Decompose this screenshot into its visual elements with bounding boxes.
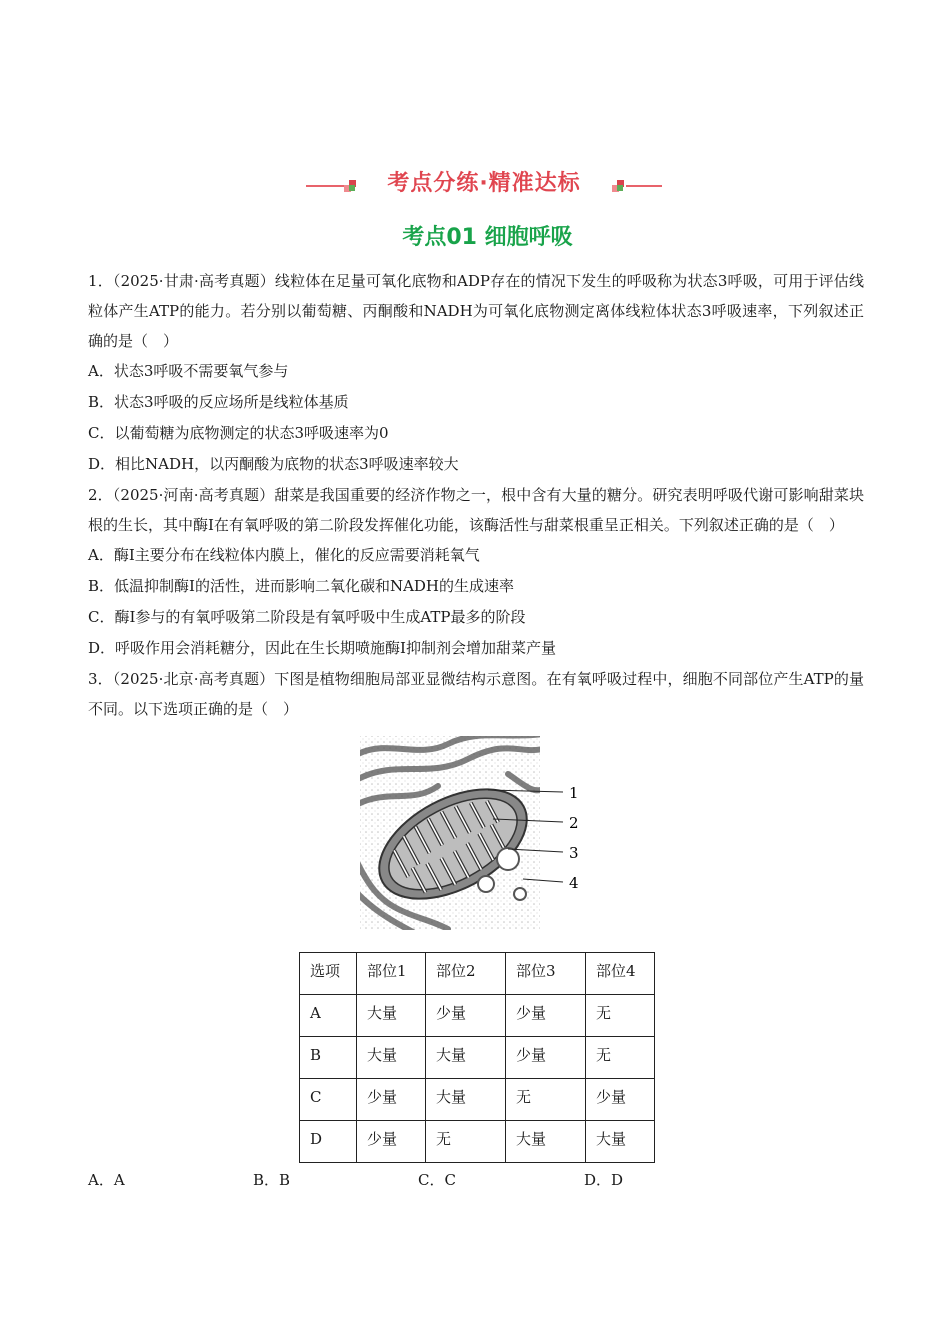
- section-banner: [0, 166, 950, 202]
- question-content: [88, 266, 864, 1195]
- table-cell: 大量: [357, 1037, 426, 1079]
- mitochondrion-figure: [88, 734, 864, 940]
- table-cell: 大量: [426, 1037, 506, 1079]
- q2-option-d: D．呼吸作用会消耗糖分，因此在生长期喷施酶Ⅰ抑制剂会增加甜菜产量: [88, 639, 556, 657]
- table-cell: C: [300, 1079, 357, 1121]
- q3-choices: [88, 1165, 864, 1195]
- figure-label-1: 1: [569, 784, 579, 802]
- table-cell: 少量: [357, 1079, 426, 1121]
- figure-label-2: 2: [569, 814, 579, 832]
- table-header-cell: 选项: [300, 953, 357, 995]
- q2-stem: 2．（2025·河南·高考真题）甜菜是我国重要的经济作物之一，根中含有大量的糖分。研究表明呼吸代谢可影响甜菜块根的生长，其中酶Ⅰ在有氧呼吸的第二阶段发挥催化功能，该酶活性与甜菜根重呈正相关。下列叙述正确的是（ ）: [88, 486, 864, 534]
- q2-option-a: A．酶Ⅰ主要分布在线粒体内膜上，催化的反应需要消耗氧气: [88, 546, 480, 564]
- table-cell: D: [300, 1121, 357, 1163]
- table-cell: 大量: [426, 1079, 506, 1121]
- q3-choice-c: C．C: [418, 1171, 456, 1189]
- q1-option-a: A．状态3呼吸不需要氧气参与: [88, 362, 289, 380]
- table-row: [300, 1037, 655, 1079]
- table-cell: 少量: [506, 1037, 586, 1079]
- q3-choice-a: A．A: [88, 1171, 125, 1189]
- table-cell: 少量: [586, 1079, 655, 1121]
- table-header-cell: 部位2: [426, 953, 506, 995]
- table-row: [300, 1079, 655, 1121]
- banner-title: 考点分练·精准达标: [387, 171, 581, 196]
- table-header-cell: 部位4: [586, 953, 655, 995]
- table-row: [300, 1121, 655, 1163]
- table-cell: 少量: [357, 1121, 426, 1163]
- section-title: 考点01 细胞呼吸: [402, 225, 573, 250]
- q2-option-c: C．酶Ⅰ参与的有氧呼吸第二阶段是有氧呼吸中生成ATP最多的阶段: [88, 608, 526, 626]
- q2-option-b: B．低温抑制酶Ⅰ的活性，进而影响二氧化碳和NADH的生成速率: [88, 577, 515, 595]
- table-cell: 无: [586, 995, 655, 1037]
- table-cell: 无: [506, 1079, 586, 1121]
- table-cell: 无: [426, 1121, 506, 1163]
- table-header-row: [300, 953, 655, 995]
- table-header-cell: 部位1: [357, 953, 426, 995]
- table-cell: 大量: [506, 1121, 586, 1163]
- banner-right-line: [626, 185, 662, 187]
- table-cell: 少量: [426, 995, 506, 1037]
- mitochondrion-diagram: [358, 734, 618, 934]
- figure-label-4: 4: [569, 874, 579, 892]
- banner-left-ornament: [344, 180, 356, 192]
- q1-stem: 1．（2025·甘肃·高考真题）线粒体在足量可氧化底物和ADP存在的情况下发生的呼吸称为状态3呼吸，可用于评估线粒体产生ATP的能力。若分别以葡萄糖、丙酮酸和NADH为可氧化底物测定离体线粒体状态3呼吸速率，下列叙述正确的是（ ）: [88, 272, 864, 350]
- q1-option-d: D．相比NADH，以丙酮酸为底物的状态3呼吸速率较大: [88, 455, 459, 473]
- table-row: [300, 995, 655, 1037]
- figure-label-3: 3: [569, 844, 579, 862]
- table-cell: 少量: [506, 995, 586, 1037]
- table-cell: 大量: [586, 1121, 655, 1163]
- banner-left-line: [306, 185, 344, 187]
- q3-choice-b: B．B: [253, 1171, 291, 1189]
- table-cell: A: [300, 995, 357, 1037]
- q1-option-c: C．以葡萄糖为底物测定的状态3呼吸速率为0: [88, 424, 389, 442]
- table-cell: 大量: [357, 995, 426, 1037]
- q1-option-b: B．状态3呼吸的反应场所是线粒体基质: [88, 393, 349, 411]
- banner-right-ornament: [612, 180, 624, 192]
- q3-answer-table: [299, 952, 655, 1163]
- table-header-cell: 部位3: [506, 953, 586, 995]
- table-cell: 无: [586, 1037, 655, 1079]
- q3-choice-d: D．D: [584, 1171, 624, 1189]
- q3-stem: 3．（2025·北京·高考真题）下图是植物细胞局部亚显微结构示意图。在有氧呼吸过程中，细胞不同部位产生ATP的量不同。以下选项正确的是（ ）: [88, 670, 864, 718]
- table-cell: B: [300, 1037, 357, 1079]
